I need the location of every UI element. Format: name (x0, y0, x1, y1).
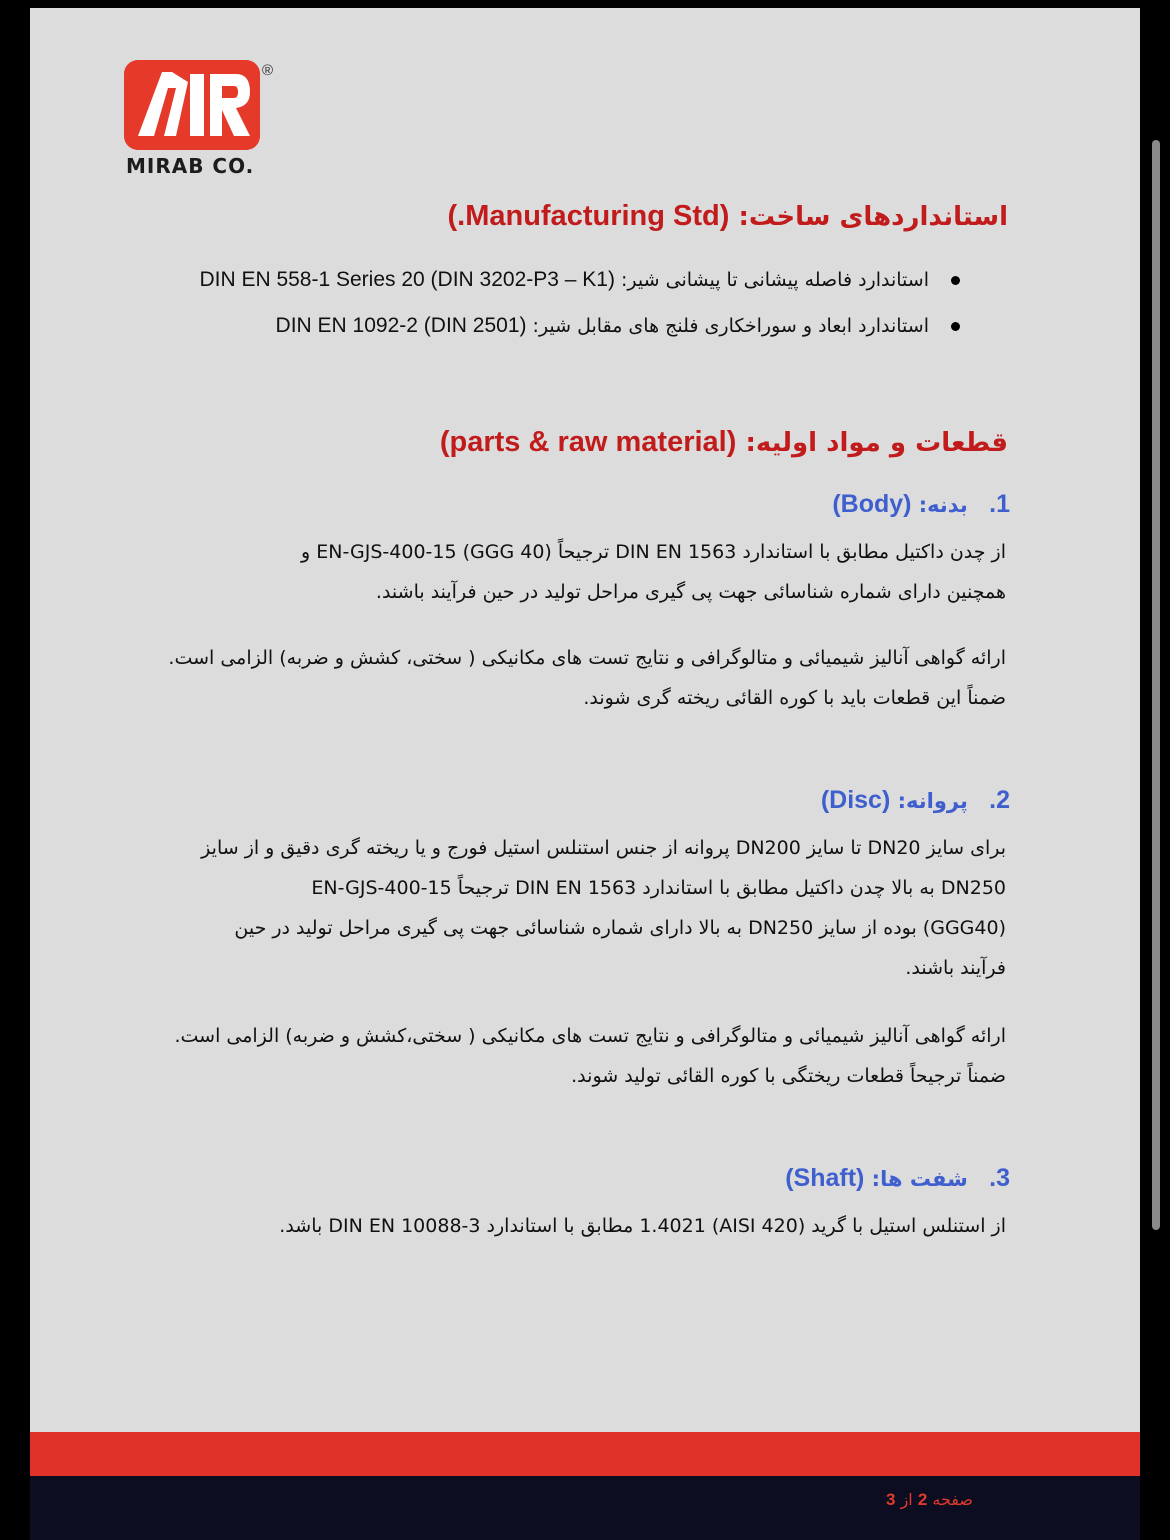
logo-brand-text: MIRAB CO. (126, 154, 255, 178)
shaft-paragraph-1 (160, 1206, 1006, 1246)
subheading-body (832, 490, 1010, 519)
body-p1-line-2: همچنین دارای شماره شناسائی جهت پی گیری مراحل تولید در حین فرآیند باشند. (375, 581, 1006, 603)
body-p2-line-1: ارائه گواهی آنالیز شیمیائی و متالوگرافی و نتایج تست های مکانیکی ( سختی، کشش و ضربه) الزامی است. (168, 647, 1006, 669)
page-number-total: 3 (886, 1490, 896, 1509)
subheading-disc-fa: پروانه: (897, 789, 968, 813)
logo-mark (124, 60, 260, 150)
bullet-dot-icon (951, 276, 960, 285)
subheading-disc (821, 786, 1010, 815)
footer-red-bar (30, 1432, 1140, 1476)
heading-parts-raw-material (440, 426, 1008, 459)
disc-paragraph-2 (160, 1016, 1006, 1096)
bullet-face-to-face-fa: استاندارد فاصله پیشانی تا پیشانی شیر: (621, 269, 929, 291)
page-number-label: صفحه (932, 1490, 973, 1509)
disc-p1-line-3: (GGG40) بوده از سایز DN250 به بالا دارای شماره شناسائی جهت پی گیری مراحل تولید در حین (234, 917, 1006, 939)
subheading-body-number: 1. (989, 490, 1010, 518)
body-p1-line-1: از چدن داکتیل مطابق با استاندارد DIN EN 1563 ترجیحاً (GGG 40) EN-GJS-400-15 و (301, 541, 1006, 563)
page-number-current: 2 (917, 1490, 928, 1509)
page-number (886, 1490, 973, 1510)
disc-paragraph-1 (160, 828, 1006, 988)
bullet-flange-drilling-fa: استاندارد ابعاد و سوراخکاری فلنج های مقابل شیر: (532, 315, 929, 337)
disc-p2-line-2: ضمناً ترجیحاً قطعات ریختگی با کوره القائی تولید شوند. (571, 1065, 1006, 1087)
document-page (30, 8, 1140, 1540)
heading-manufacturing-std (447, 200, 1008, 233)
bullet-face-to-face (199, 268, 960, 292)
heading-parts-en: (parts & raw material) (439, 426, 737, 458)
body-p2-line-2: ضمناً این قطعات باید با کوره القائی ریخته گری شوند. (583, 687, 1006, 709)
registered-mark: ® (262, 62, 274, 79)
shaft-p1-line-1: از استنلس استیل با گرید (AISI 420) 1.4021 مطابق با استاندارد DIN EN 10088-3 باشد. (279, 1215, 1006, 1237)
disc-p1-line-1: برای سایز DN20 تا سایز DN200 پروانه از جنس استنلس استیل فورج و یا ریخته گری دقیق و از سایز (201, 837, 1006, 859)
heading-manufacturing-fa: استانداردهای ساخت: (738, 202, 1008, 232)
body-paragraph-2 (160, 638, 1006, 718)
bullet-dot-icon (951, 322, 960, 331)
subheading-shaft-fa: شفت ها: (871, 1167, 968, 1191)
subheading-body-en: (Body) (832, 490, 912, 518)
subheading-shaft-en: (Shaft) (785, 1164, 865, 1192)
bullet-flange-drilling (276, 314, 960, 338)
heading-manufacturing-en: (Manufacturing Std.) (447, 200, 730, 232)
bullet-flange-drilling-en: (DIN 2501) DIN EN 1092-2 (275, 314, 527, 337)
subheading-shaft (785, 1164, 1010, 1193)
subheading-body-fa: بدنه: (918, 493, 968, 517)
disc-p2-line-1: ارائه گواهی آنالیز شیمیائی و متالوگرافی و نتایج تست های مکانیکی ( سختی،کشش و ضربه) الزامی است. (174, 1025, 1006, 1047)
subheading-shaft-number: 3. (989, 1164, 1010, 1192)
bullet-face-to-face-en: (DIN 3202-P3 – K1) DIN EN 558-1 Series 20 (199, 268, 615, 291)
page-number-of: از (900, 1490, 913, 1509)
subheading-disc-number: 2. (989, 786, 1010, 814)
disc-p1-line-4: فرآیند باشند. (905, 957, 1006, 979)
vertical-scrollbar[interactable] (1152, 140, 1160, 1230)
logo-mark-icon (124, 60, 260, 150)
subheading-disc-en: (Disc) (820, 786, 891, 814)
body-paragraph-1 (160, 532, 1006, 612)
heading-parts-fa: قطعات و مواد اولیه: (745, 428, 1008, 458)
footer-dark-bar (30, 1476, 1140, 1540)
company-logo (124, 60, 284, 190)
disc-p1-line-2: DN250 به بالا چدن داکتیل مطابق با استاندارد DIN EN 1563 ترجیحاً EN-GJS-400-15 (311, 877, 1006, 899)
